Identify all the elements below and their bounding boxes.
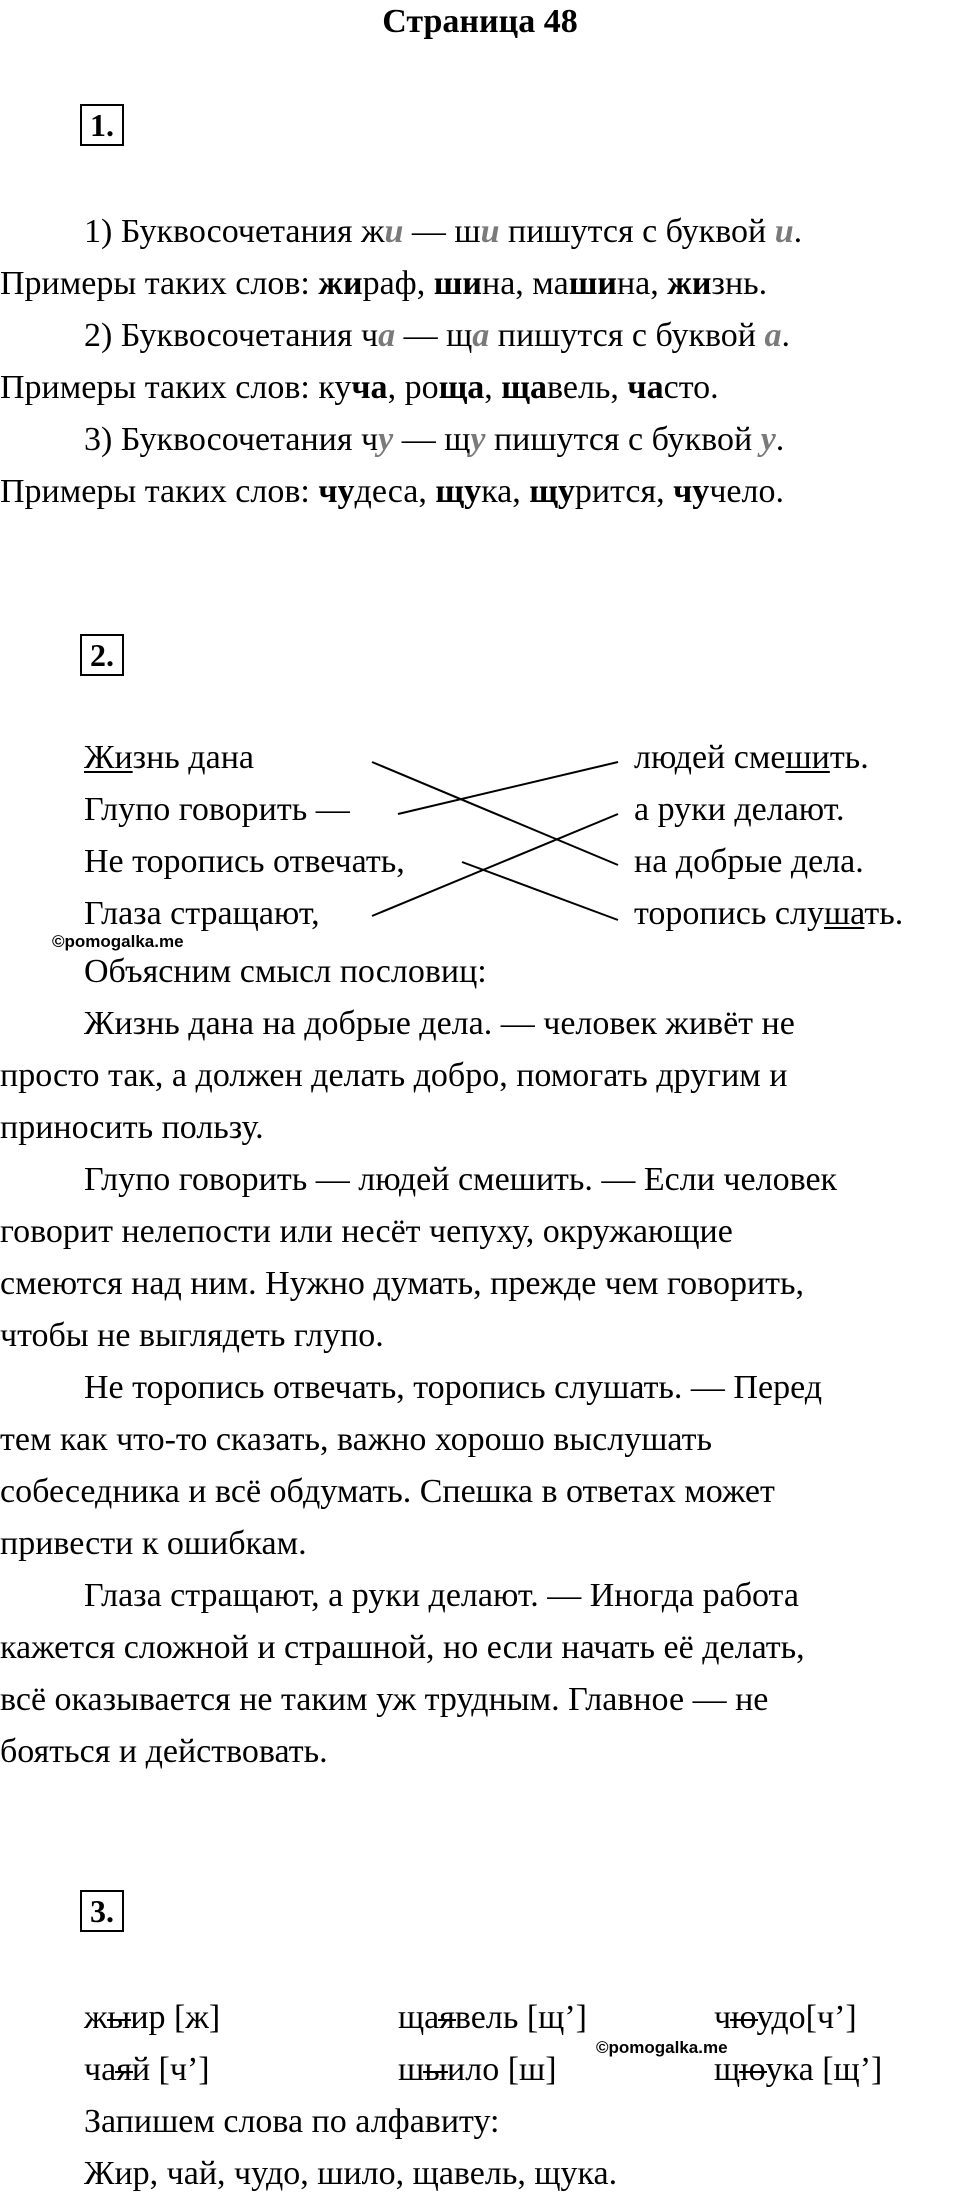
explanation-4-line-1: Глаза стращают, а руки делают. — Иногда работа	[84, 1577, 799, 1614]
proverb-left-3: Не торопись отвечать,	[84, 843, 405, 880]
explanation-4-line-2: кажется сложной и страшной, но если начать её делать,	[0, 1629, 805, 1666]
task-1-examples-3: Примеры таких слов: чудеса, щука, щурится, чучело.	[0, 473, 784, 510]
explanation-2-line-1: Глупо говорить — людей смешить. — Если человек	[84, 1161, 838, 1198]
match-line-1	[372, 762, 618, 865]
watermark-2: ©pomogalka.me	[596, 2038, 728, 2057]
proverb-right-3: на добрые дела.	[634, 843, 864, 880]
task-2-number: 2.	[80, 634, 124, 676]
word-1: жыир [ж]	[84, 1999, 221, 2036]
word-6: щюука [щ’]	[714, 2051, 883, 2088]
explanation-1-line-3: приносить пользу.	[0, 1109, 264, 1146]
proverb-left-1: Жизнь дана	[84, 739, 254, 776]
explanation-2-line-2: говорит нелепости или несёт чепуху, окружающие	[0, 1213, 733, 1250]
word-5: шыило [ш]	[398, 2051, 557, 2088]
task-1-number: 1.	[80, 104, 124, 146]
match-line-4	[372, 814, 618, 916]
explanation-3-line-2: тем как что-то сказать, важно хорошо выслушать	[0, 1421, 712, 1458]
task-1-rule-2: 2) Буквосочетания ча — ща пишутся с буквой а.	[84, 317, 790, 354]
explanation-2-line-3: смеются над ним. Нужно думать, прежде чем говорить,	[0, 1265, 804, 1302]
explanation-1-line-2: просто так, а должен делать добро, помогать другим и	[0, 1057, 788, 1094]
explanation-1-line-1: Жизнь дана на добрые дела. — человек живёт не	[84, 1005, 795, 1042]
explanation-2-line-4: чтобы не выглядеть глупо.	[0, 1317, 384, 1354]
alpha-heading: Запишем слова по алфавиту:	[84, 2103, 500, 2140]
task-1-rule-1: 1) Буквосочетания жи — ши пишутся с буквой и.	[84, 213, 803, 250]
proverb-right-1: людей смешить.	[634, 739, 869, 776]
proverb-left-2: Глупо говорить —	[84, 791, 350, 828]
task-1-examples-2: Примеры таких слов: куча, роща, щавель, часто.	[0, 369, 719, 406]
proverb-right-4: торопись слушать.	[634, 895, 904, 932]
task-1-examples-1: Примеры таких слов: жираф, шина, машина, жизнь.	[0, 265, 768, 302]
proverb-right-2: а руки делают.	[634, 791, 845, 828]
alpha-list: Жир, чай, чудо, шило, щавель, щука.	[84, 2155, 618, 2192]
page-title: Страница 48	[382, 3, 578, 40]
explanation-3-line-3: собеседника и всё обдумать. Спешка в ответах может	[0, 1473, 775, 1510]
task-1-rule-3: 3) Буквосочетания чу — щу пишутся с буквой у.	[84, 421, 785, 458]
watermark: ©pomogalka.me	[52, 932, 184, 951]
match-line-2	[398, 762, 618, 814]
explanation-3-line-4: привести к ошибкам.	[0, 1525, 307, 1562]
explanation-4-line-3: всё оказывается не таким уж трудным. Главное — не	[0, 1681, 769, 1718]
task-3-number: 3.	[80, 1890, 124, 1932]
word-3: чюудо[ч’]	[714, 1999, 857, 2036]
proverb-left-4: Глаза стращают,	[84, 895, 320, 932]
word-4: чаяй [ч’]	[84, 2051, 210, 2088]
explain-heading: Объясним смысл пословиц:	[84, 953, 487, 990]
word-2: щаявель [щ’]	[398, 1999, 587, 2036]
match-line-3	[462, 862, 618, 920]
explanation-4-line-4: бояться и действовать.	[0, 1733, 328, 1770]
explanation-3-line-1: Не торопись отвечать, торопись слушать. — Перед	[84, 1369, 823, 1406]
